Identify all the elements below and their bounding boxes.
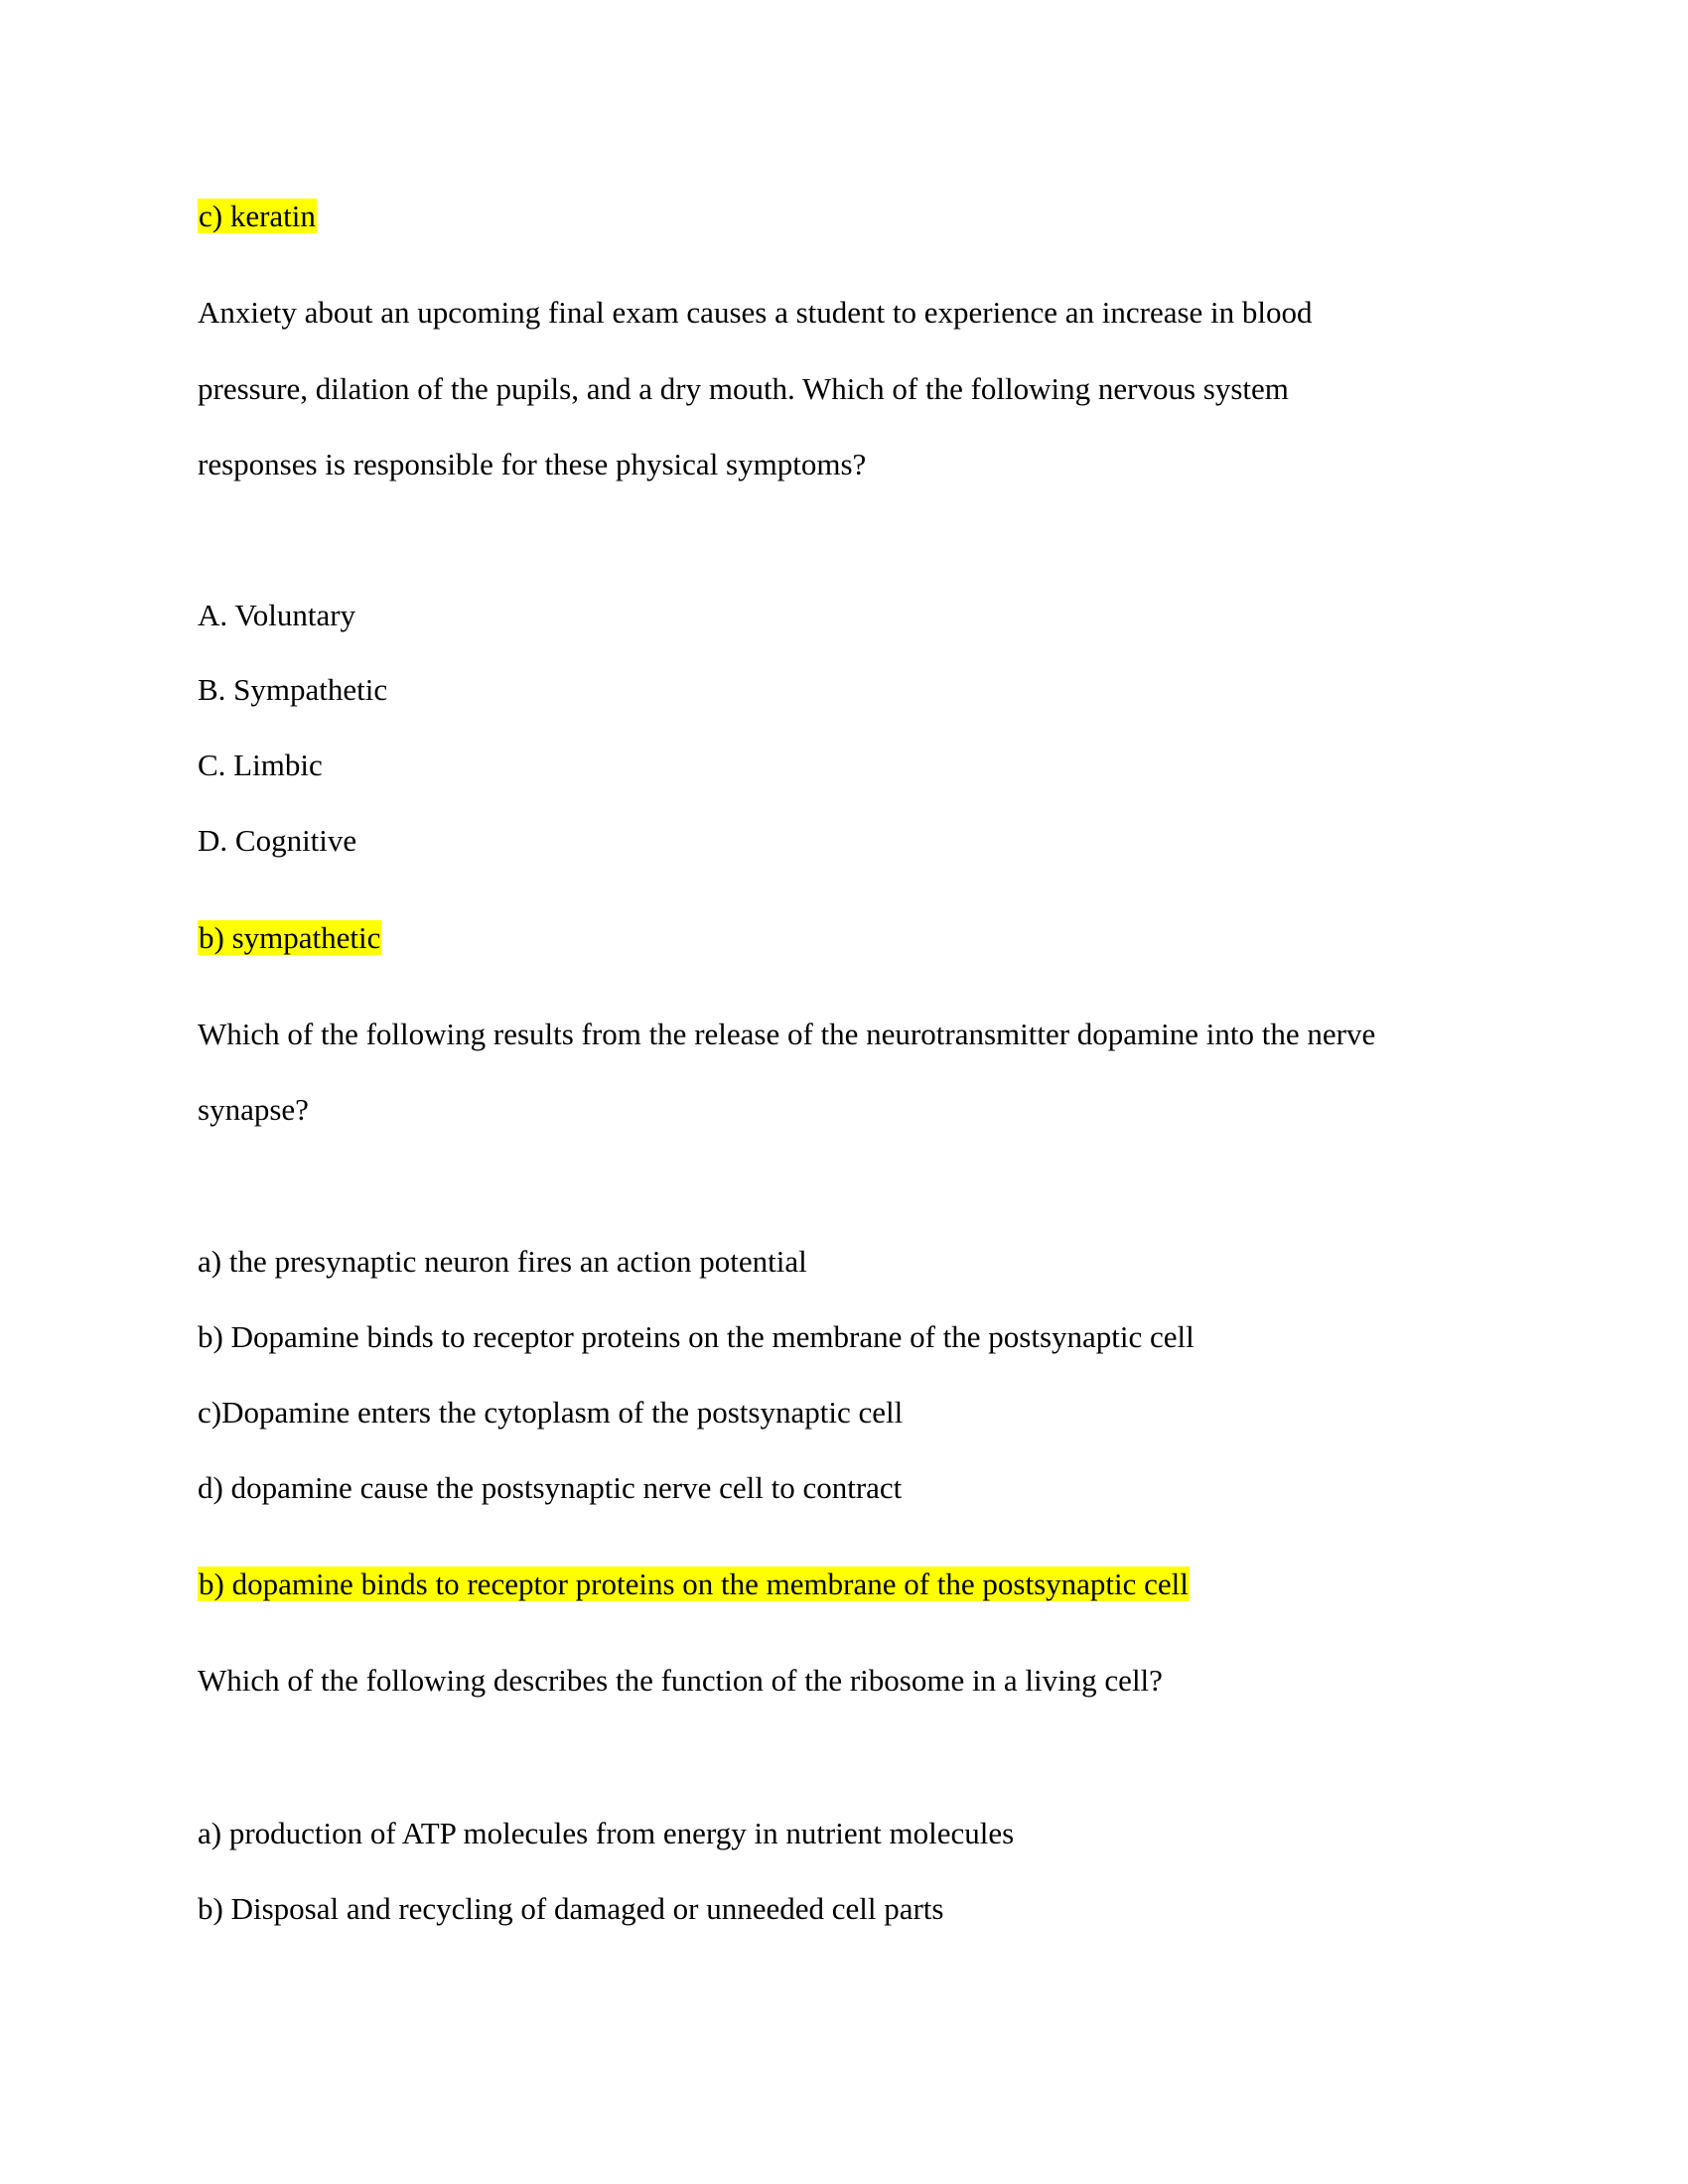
- question-line: Which of the following results from the release of the neurotransmitter dopamine into the nerve: [198, 1017, 1376, 1051]
- option-item: D. Cognitive: [198, 823, 357, 858]
- highlighted-answer: c) keratin: [199, 199, 316, 233]
- question-line: Which of the following describes the function of the ribosome in a living cell?: [198, 1663, 1163, 1698]
- highlighted-answer: b) dopamine binds to receptor proteins on the membrane of the postsynaptic cell: [199, 1567, 1189, 1601]
- answer-dopamine: [198, 1566, 1190, 1603]
- option-item: b) Disposal and recycling of damaged or unneeded cell parts: [198, 1891, 944, 1926]
- option-item: A. Voluntary: [198, 598, 356, 632]
- question-line: Anxiety about an upcoming final exam causes a student to experience an increase in blood: [198, 295, 1313, 330]
- option-item: c)Dopamine enters the cytoplasm of the postsynaptic cell: [198, 1395, 904, 1430]
- option-item: b) Dopamine binds to receptor proteins on the membrane of the postsynaptic cell: [198, 1319, 1195, 1354]
- question-line: pressure, dilation of the pupils, and a dry mouth. Which of the following nervous system: [198, 371, 1289, 406]
- option-item: C. Limbic: [198, 748, 323, 782]
- highlighted-answer: b) sympathetic: [199, 920, 381, 955]
- question-line: responses is responsible for these physical symptoms?: [198, 447, 867, 481]
- answer-keratin: [198, 198, 317, 235]
- option-item: a) production of ATP molecules from energy in nutrient molecules: [198, 1816, 1015, 1850]
- option-item: d) dopamine cause the postsynaptic nerve cell to contract: [198, 1470, 903, 1505]
- question-line: synapse?: [198, 1092, 309, 1127]
- answer-sympathetic: [198, 919, 381, 957]
- option-item: B. Sympathetic: [198, 672, 388, 707]
- option-item: a) the presynaptic neuron fires an action potential: [198, 1244, 807, 1279]
